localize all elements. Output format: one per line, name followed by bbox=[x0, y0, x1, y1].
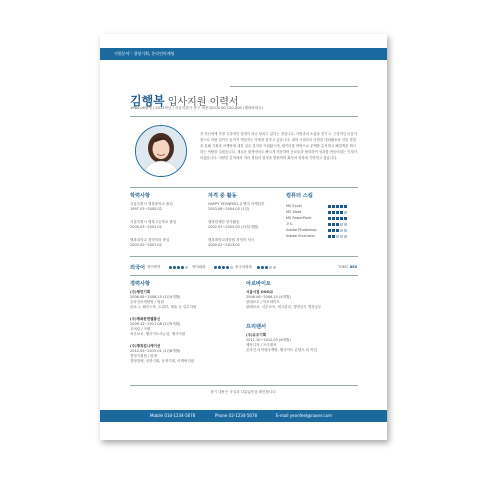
skill-name: MS PowerPoint bbox=[286, 216, 312, 220]
freelance-item: (주)유조기획 2011.10~2012.03 (6개월) 제작디자 / 프리랜서 온라인 마이컴마케팅, 웹사이트 콘텐츠 외 작업 bbox=[246, 333, 317, 352]
skill-level-square bbox=[336, 205, 339, 208]
certs-heading: 자격 중 활동 bbox=[208, 193, 237, 199]
toeic-score: TOEIC 850 bbox=[338, 265, 358, 269]
skill-level-meter bbox=[328, 205, 348, 209]
language-level-dot bbox=[214, 266, 217, 269]
education-heading: 학력사항 bbox=[130, 193, 151, 199]
language-level-dot bbox=[226, 266, 229, 269]
cert-item: 행복대학교대학원 경영학 석사 2000.02~2013.02 bbox=[208, 238, 255, 247]
career-heading: 경력사항 bbox=[130, 281, 151, 287]
skill-level-square bbox=[336, 229, 339, 232]
profile-photo bbox=[135, 125, 187, 177]
skill-name: Adobe Illustrator bbox=[286, 234, 316, 238]
skill-level-square bbox=[332, 211, 335, 214]
skill-level-square bbox=[336, 217, 339, 220]
skill-name: MS Word bbox=[286, 210, 302, 214]
apply-field: 지원분야 : 경영기획, 온라인마케팅 bbox=[114, 51, 175, 56]
self-introduction: 저 자신에게 가장 특징적인 열정이 하나 넘치고 있다는 점입니다. 사람과의 소통을 즐기고, 긍정적인 마음가짐으로 어떤 일이든 끝까지 책임지는 자세를 갖추고 있습니다. 대학 시절부터 다양한 대외활동과 인턴 경험을 통해 기획과 마케팅에 대한 실무 감각을 키워왔으며, 데이터를 바탕으로 문제를 분석하고 해결책을 제시하는 역량을 길렀습니다. 새로운 환경에서도 빠르게 적응하며 동료들과 협력하여 성과를 만들어내는 인재가 되겠습니다. 지원한 분야에서 저의 경험과 열정을 발휘하여 회사의 성장에 기여하고 싶습니다. bbox=[200, 132, 358, 160]
skill-level-meter bbox=[328, 229, 348, 233]
footer-mobile: Mobile 010-1234-5678 bbox=[150, 413, 196, 418]
language-level-dot bbox=[273, 266, 276, 269]
language-name: 영어회화 bbox=[192, 265, 206, 269]
parttime-heading: 아르바이트 bbox=[246, 281, 272, 287]
language-level-dot bbox=[169, 266, 172, 269]
skill-level-square bbox=[328, 217, 331, 220]
skill-level-square bbox=[332, 205, 335, 208]
skill-name: MS Excel bbox=[286, 204, 302, 208]
education-item: 서울특별시 행복고등학교 졸업 2000.03~2003.02 bbox=[130, 220, 177, 229]
career-item: (주)행복한엔젤통신 2009.12~2011.08 (1년9개월) 우버링 / 사원 서무보조, 웹사이트리뉴얼, 행사지원 bbox=[130, 317, 186, 336]
section-rule-1 bbox=[130, 187, 358, 188]
education-item: 서울특별시 행복중학교 졸업 1997.03~2000.02 bbox=[130, 202, 173, 211]
skill-level-square bbox=[336, 211, 339, 214]
skill-level-square bbox=[336, 223, 339, 226]
career-item: (주)맹칭컴니케이션 2012.05~2015.01 (2년8개월) 경영기획팀 / 팀장 경영전략, 신중기획, 운영기획, 마케팅지원 bbox=[130, 344, 195, 363]
skill-level-square bbox=[344, 229, 347, 232]
applicant-name: 김행복 bbox=[130, 94, 165, 108]
skill-level-square bbox=[340, 229, 343, 232]
career-item: (주)행연기획 2006.08~2008.10 (1년4개월) 온라인마케팅팀 / 팀원 블로그, 페이스북, 트위터, 제휴 등 실무자원 bbox=[130, 290, 197, 309]
language-level-dot bbox=[185, 266, 188, 269]
document-title: 입사지원 이력서 bbox=[167, 97, 239, 108]
skill-level-square bbox=[336, 235, 339, 238]
personal-info: 1984.06월생 / 2013학년 / 서울특별시 중구 세종대로00 00 120-000 (행복아파트) bbox=[130, 106, 264, 110]
skill-level-square bbox=[332, 229, 335, 232]
skill-level-meter bbox=[328, 235, 348, 239]
skill-level-meter bbox=[328, 211, 348, 215]
skill-level-square bbox=[344, 217, 347, 220]
skill-level-square bbox=[344, 223, 347, 226]
education-item: 행복대학교 경영학과 졸업 2003.02~2007.02 bbox=[130, 238, 170, 247]
resume-sheet bbox=[100, 34, 387, 440]
language-level-dot bbox=[173, 266, 176, 269]
closing-statement: 상기 내용은 사실과 다름없음을 확인합니다. bbox=[210, 390, 277, 394]
skill-level-square bbox=[340, 205, 343, 208]
skill-level-square bbox=[340, 217, 343, 220]
language-level-dot bbox=[261, 266, 264, 269]
skill-level-square bbox=[328, 235, 331, 238]
skill-level-square bbox=[328, 229, 331, 232]
language-name: 영어번역 bbox=[147, 265, 161, 269]
skill-level-square bbox=[332, 223, 335, 226]
language-heading: 외국어 bbox=[130, 265, 146, 271]
skill-level-square bbox=[332, 217, 335, 220]
footer-phone: Phone 02-1234-5678 bbox=[215, 413, 257, 418]
parttime-item: 서울서점 OOO교 2006.06~2006.10 (4개월) 판매보조 / 아르바이트 판매보조, 서무보조, 재고관리, 행정공무 행정공무 bbox=[246, 290, 322, 309]
language-level-meter bbox=[214, 266, 234, 270]
language-level-meter bbox=[169, 266, 189, 270]
freelance-heading: 프리랜서 bbox=[246, 324, 267, 330]
language-level-dot bbox=[230, 266, 233, 269]
skill-level-square bbox=[340, 223, 343, 226]
skill-level-square bbox=[344, 235, 347, 238]
skill-level-square bbox=[340, 211, 343, 214]
skill-level-square bbox=[328, 223, 331, 226]
language-level-dot bbox=[222, 266, 225, 269]
skills-heading: 컴퓨터 스킬 bbox=[286, 193, 313, 199]
language-level-meter bbox=[257, 266, 277, 270]
skill-level-square bbox=[344, 211, 347, 214]
skill-name: Adobe Photoshop bbox=[286, 228, 317, 232]
header-bar bbox=[100, 48, 387, 60]
language-name: 중국어회화 bbox=[235, 265, 252, 269]
skill-level-square bbox=[328, 211, 331, 214]
footer-bar bbox=[100, 410, 387, 422]
skill-level-square bbox=[340, 235, 343, 238]
skill-name: 포토 bbox=[286, 222, 293, 226]
section-rule-3 bbox=[130, 275, 358, 276]
title-rule bbox=[230, 86, 358, 87]
language-level-dot bbox=[269, 266, 272, 269]
skill-level-meter bbox=[328, 217, 348, 221]
language-level-dot bbox=[218, 266, 221, 269]
cert-item: 행복한재단 봉사활동 2002.03~2005.03 (3년2개월) bbox=[208, 220, 259, 229]
info-rule bbox=[130, 116, 358, 117]
section-rule-2 bbox=[130, 256, 358, 257]
skill-level-square bbox=[344, 205, 347, 208]
portrait-image bbox=[136, 126, 186, 176]
language-level-dot bbox=[177, 266, 180, 269]
skill-level-square bbox=[332, 235, 335, 238]
skill-level-square bbox=[328, 205, 331, 208]
skill-level-meter bbox=[328, 223, 348, 227]
language-level-dot bbox=[257, 266, 260, 269]
language-level-dot bbox=[265, 266, 268, 269]
footer-email: E-mail yeonfeel@naver.com bbox=[276, 413, 332, 418]
cert-item: HAPPY YEONFEEL 유엔미 마케턴추 2003.06~2004.05 (1년) bbox=[208, 202, 265, 211]
closing-rule bbox=[130, 385, 358, 386]
language-level-dot bbox=[181, 266, 184, 269]
